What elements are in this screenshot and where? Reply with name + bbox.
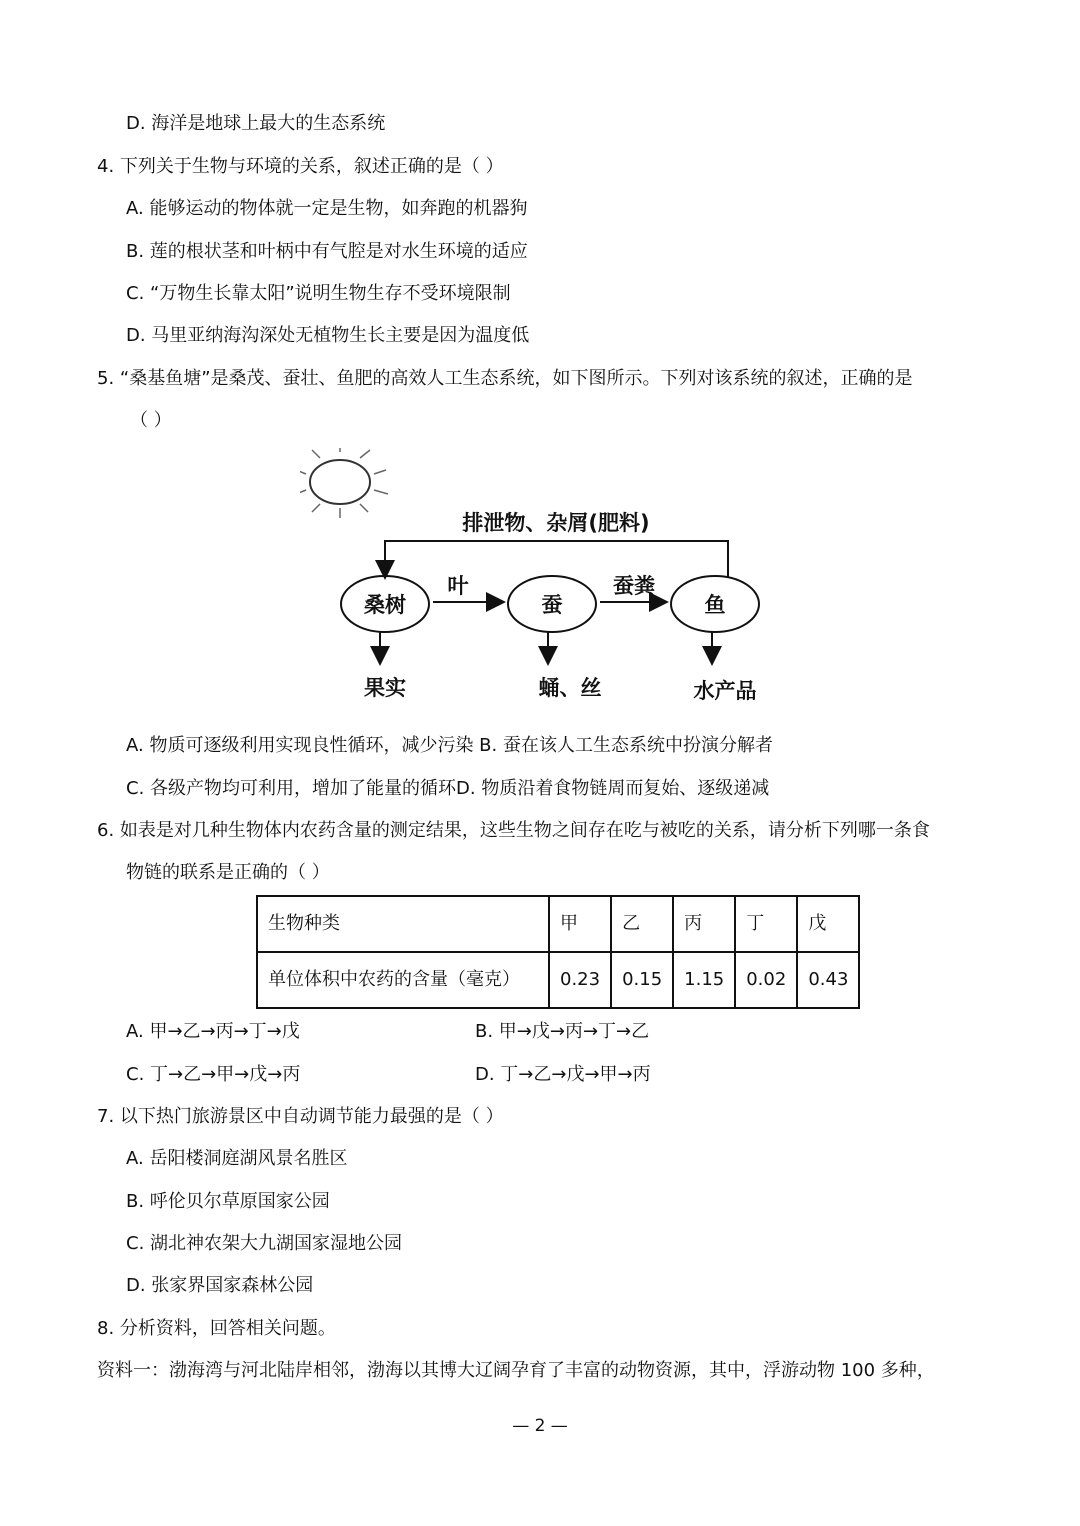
diagram-top-label: 排泄物、杂屑(肥料) xyxy=(462,511,650,535)
q4-option-b: B. 莲的根状茎和叶柄中有气腔是对水生环境的适应 xyxy=(126,241,528,262)
q8-material1: 资料一：渤海湾与河北陆岸相邻，渤海以其博大辽阔孕育了丰富的动物资源，其中，浮游动物 100 多种， xyxy=(97,1360,935,1381)
q6-option-a: A. 甲→乙→丙→丁→戊 xyxy=(126,1021,300,1042)
table-header-species: 生物种类 xyxy=(257,896,549,952)
q5-options-line2: C. 各级产物均可利用，增加了能量的循环D. 物质沿着食物链周而复始、逐级递减 xyxy=(126,778,770,799)
table-cell: 0.02 xyxy=(735,952,797,1008)
output-aquatic: 水产品 xyxy=(693,679,757,703)
table-row xyxy=(257,896,859,952)
q8-stem: 8. 分析资料，回答相关问题。 xyxy=(97,1318,336,1339)
q4-stem: 4. 下列关于生物与环境的关系，叙述正确的是（ ） xyxy=(97,156,504,177)
arrow-label-leaf: 叶 xyxy=(447,574,469,598)
table-cell: 0.15 xyxy=(611,952,673,1008)
table-cell: 丙 xyxy=(673,896,735,952)
table-cell: 1.15 xyxy=(673,952,735,1008)
node-mulberry: 桑树 xyxy=(364,593,406,617)
mulberry-fish-pond-diagram xyxy=(300,448,780,710)
q4-option-c: C. “万物生长靠太阳”说明生物生存不受环境限制 xyxy=(126,283,511,304)
q7-option-a: A. 岳阳楼洞庭湖风景名胜区 xyxy=(126,1148,348,1169)
q5-stem-line2: （ ） xyxy=(130,410,172,431)
pesticide-table xyxy=(256,895,860,1009)
q7-option-c: C. 湖北神农架大九湖国家湿地公园 xyxy=(126,1233,403,1254)
table-cell: 丁 xyxy=(735,896,797,952)
q7-stem: 7. 以下热门旅游景区中自动调节能力最强的是（ ） xyxy=(97,1106,504,1127)
q6-option-b: B. 甲→戊→丙→丁→乙 xyxy=(475,1021,650,1042)
q4-option-a: A. 能够运动的物体就一定是生物，如奔跑的机器狗 xyxy=(126,198,528,219)
output-pupa-silk: 蛹、丝 xyxy=(538,676,602,700)
q3-option-d: D. 海洋是地球上最大的生态系统 xyxy=(126,113,386,134)
node-silkworm: 蚕 xyxy=(541,593,563,617)
table-row xyxy=(257,952,859,1008)
table-cell: 0.23 xyxy=(549,952,611,1008)
table-header-content: 单位体积中农药的含量（毫克） xyxy=(257,952,549,1008)
node-fish: 鱼 xyxy=(704,593,726,617)
q6-stem-line1: 6. 如表是对几种生物体内农药含量的测定结果，这些生物之间存在吃与被吃的关系，请分析下列哪一条食 xyxy=(97,820,930,841)
q5-options-line1: A. 物质可逐级利用实现良性循环，减少污染 B. 蚕在该人工生态系统中扮演分解者 xyxy=(126,735,773,756)
q4-option-d: D. 马里亚纳海沟深处无植物生长主要是因为温度低 xyxy=(126,325,530,346)
sun-icon xyxy=(300,448,388,518)
q5-stem-line1: 5. “桑基鱼塘”是桑茂、蚕壮、鱼肥的高效人工生态系统，如下图所示。下列对该系统的叙述，正确的是 xyxy=(97,368,913,389)
table-cell: 甲 xyxy=(549,896,611,952)
page-number: — 2 — xyxy=(512,1416,568,1436)
arrow-label-feces: 蚕粪 xyxy=(613,574,655,598)
q6-option-c: C. 丁→乙→甲→戊→丙 xyxy=(126,1064,301,1085)
output-fruit: 果实 xyxy=(364,676,406,700)
q6-stem-line2: 物链的联系是正确的（ ） xyxy=(126,862,330,883)
table-cell: 0.43 xyxy=(797,952,859,1008)
table-cell: 戊 xyxy=(797,896,859,952)
q7-option-b: B. 呼伦贝尔草原国家公园 xyxy=(126,1191,330,1212)
q6-option-d: D. 丁→乙→戊→甲→丙 xyxy=(475,1064,651,1085)
table-cell: 乙 xyxy=(611,896,673,952)
q7-option-d: D. 张家界国家森林公园 xyxy=(126,1275,314,1296)
